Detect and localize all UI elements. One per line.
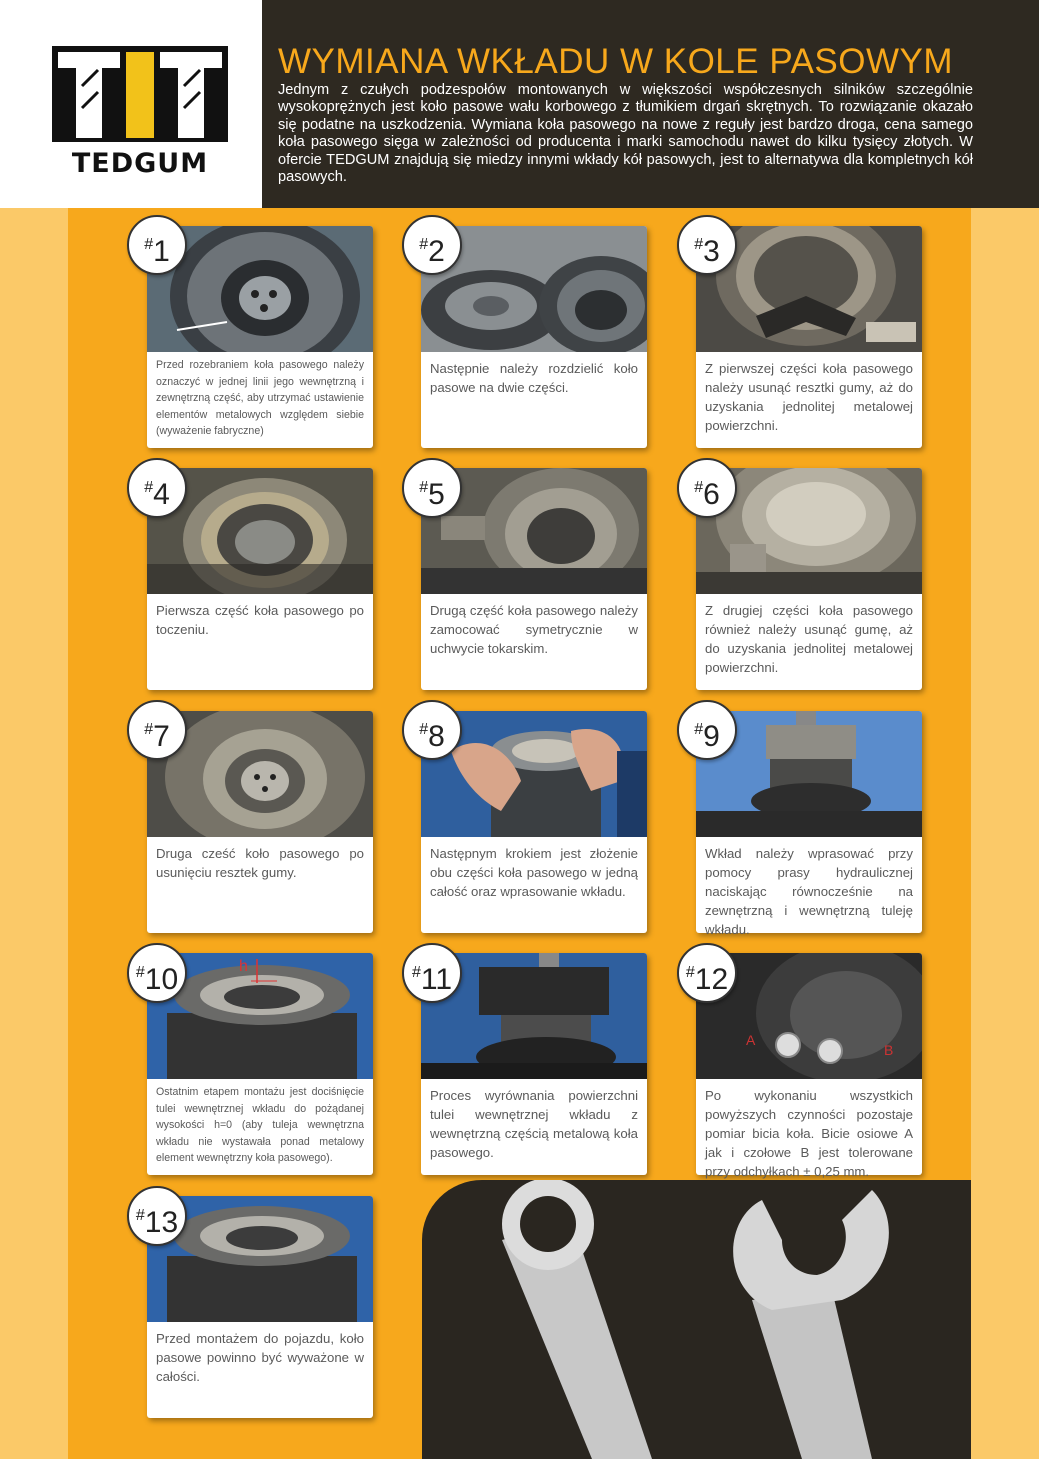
step-badge-11: #11 <box>402 943 462 1003</box>
face-runout-label: B <box>884 1042 894 1058</box>
step-description: Z pierwszej części koła pasowego należy usunąć resztki gumy, aż do uzyskania jednolitej metalowej powierzchni. <box>705 361 913 433</box>
step-description: Następnym krokiem jest złożenie obu części koła pasowego w jedną całość oraz wprasowanie wkładu. <box>430 846 638 899</box>
step-description: Przed rozebraniem koła pasowego należy oznaczyć w jednej linii jego wewnętrzną i zewnętrzną część, aby utrzymać ustawienie elementów metalowych względem siebie (wyważenie fabryczne) <box>156 359 364 437</box>
step-badge-6: #6 <box>677 458 737 518</box>
step-badge-3: #3 <box>677 215 737 275</box>
logo-panel <box>0 0 262 208</box>
step-description: Pierwsza część koła pasowego po toczeniu. <box>156 603 364 637</box>
step-badge-10: #10 <box>127 943 187 1003</box>
step-badge-13: #13 <box>127 1186 187 1246</box>
wrench-icon <box>422 1180 971 1459</box>
step-description: Z drugiej części koła pasowego również należy usunąć gumę, aż do uzyskania jednolitej metalowej powierzchni. <box>705 603 913 675</box>
step-description: Po wykonaniu wszystkich powyższych czynności pozostaje pomiar bicia koła. Bicie osiowe A jak i czołowe B jest tolerowane przy odchyłkach ± 0,25 mm. <box>705 1088 913 1179</box>
brand-name: TEDGUM <box>71 148 209 179</box>
step-description: Przed montażem do pojazdu, koło pasowe powinno być wyważone w całości. <box>156 1331 364 1384</box>
tedgum-logo-icon <box>52 46 228 142</box>
wrenches-image <box>422 1180 971 1459</box>
step-description: Następnie należy rozdzielić koło pasowe na dwie części. <box>430 361 638 395</box>
step-badge-1: #1 <box>127 215 187 275</box>
step-description: Drugą część koła pasowego należy zamocować symetrycznie w uchwycie tokarskim. <box>430 603 638 656</box>
step-badge-9: #9 <box>677 700 737 760</box>
step-description: Druga cześć koło pasowego po usunięciu resztek gumy. <box>156 846 364 880</box>
right-stripe <box>971 208 1039 1459</box>
step-description: Proces wyrównania powierzchni tulei wewnętrznej wkładu z wewnętrzną częścią metalową koła pasowego. <box>430 1088 638 1160</box>
step-badge-2: #2 <box>402 215 462 275</box>
height-label: h <box>239 958 248 975</box>
step-description: Ostatnim etapem montażu jest dociśnięcie tulei wewnętrznej wkładu do pożądanej wysokości h=0 (aby tuleja wewnętrzna wkładu nie wystawała ponad metalowy element wewnętrzny koła pasowego). <box>156 1086 364 1164</box>
step-badge-4: #4 <box>127 458 187 518</box>
step-badge-5: #5 <box>402 458 462 518</box>
intro-text: Jednym z czułych podzespołów montowanych w większości współczesnych silników szczególnie wysokoprężnych jest koło pasowe wału korbowego z tłumikiem drgań skrętnych. To rozwiązanie okazało się podatne na uszkodzenia. Wymiana koła pasowego na nowe z reguły jest bardzo droga, cena samego koła pasowego sięga w zależności od producenta i marki samochodu nawet do kilku tysięcy złotych. W ofercie TEDGUM znajdują się miedzy innymi wkłady kół pasowych, jest to alternatywa dla kompletnych kół pasowych. <box>278 82 973 186</box>
page-title: WYMIANA WKŁADU W KOLE PASOWYM <box>278 42 954 81</box>
step-badge-7: #7 <box>127 700 187 760</box>
axial-runout-label: A <box>746 1032 756 1048</box>
left-stripe <box>0 208 68 1459</box>
step-description: Wkład należy wprasować przy pomocy prasy hydraulicznej naciskając równocześnie na zewnętrzną i wewnętrzną tuleję wkładu. <box>705 846 913 937</box>
step-badge-12: #12 <box>677 943 737 1003</box>
step-badge-8: #8 <box>402 700 462 760</box>
